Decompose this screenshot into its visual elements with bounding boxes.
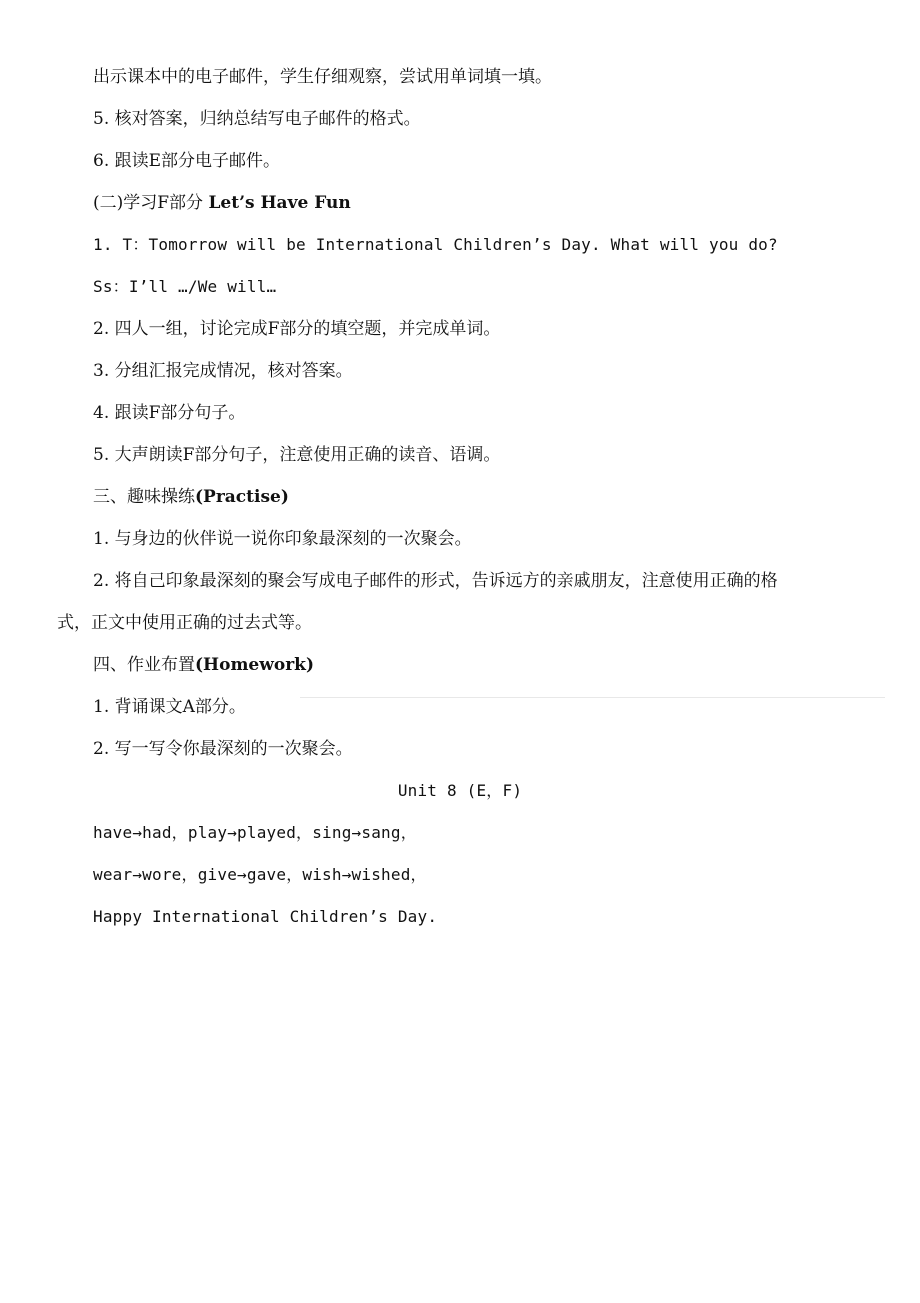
step-4-read-after: 4. 跟读F部分句子。 — [93, 403, 246, 423]
section-3-heading-en: (Practise) — [195, 487, 289, 507]
section-2-heading — [93, 188, 351, 218]
step-6-read-email: 6. 跟读E部分电子邮件。 — [93, 151, 281, 171]
section-2-heading-title: Let’s Have Fun — [208, 193, 351, 213]
dialogue-students: Ss：I’ll …/We will… — [93, 277, 277, 296]
step-3-report: 3. 分组汇报完成情况，核对答案。 — [93, 361, 353, 381]
section-4-heading — [93, 650, 314, 680]
practise-item-2-line-2: 式，正文中使用正确的过去式等。 — [57, 613, 312, 633]
section-4-heading-en: (Homework) — [195, 655, 314, 675]
homework-item-1: 1. 背诵课文A部分。 — [93, 697, 246, 717]
step-5-check-answers: 5. 核对答案，归纳总结写电子邮件的格式。 — [93, 109, 421, 129]
practise-item-2-line-1: 2. 将自己印象最深刻的聚会写成电子邮件的形式，告诉远方的亲戚朋友，注意使用正确的格 — [93, 571, 778, 591]
board-row-2: wear→wore，give→gave，wish→wished， — [93, 865, 427, 884]
board-title: Unit 8 (E，F) — [397, 781, 523, 800]
section-3-heading — [93, 482, 289, 512]
section-2-heading-prefix: (二)学习F部分 — [93, 193, 209, 213]
divider — [300, 697, 885, 698]
board-row-1: have→had，play→played，sing→sang， — [93, 823, 417, 842]
practise-item-1: 1. 与身边的伙伴说一说你印象最深刻的一次聚会。 — [93, 529, 472, 549]
intro-paragraph: 出示课本中的电子邮件，学生仔细观察，尝试用单词填一填。 — [93, 67, 552, 87]
step-5-read-aloud: 5. 大声朗读F部分句子，注意使用正确的读音、语调。 — [93, 445, 501, 465]
section-4-heading-prefix: 四、作业布置 — [93, 655, 195, 675]
board-row-3: Happy International Children’s Day. — [93, 907, 438, 926]
section-3-heading-prefix: 三、趣味操练 — [93, 487, 195, 507]
homework-item-2: 2. 写一写令你最深刻的一次聚会。 — [93, 739, 353, 759]
step-2-group-work: 2. 四人一组，讨论完成F部分的填空题，并完成单词。 — [93, 319, 501, 339]
dialogue-teacher: 1. T：Tomorrow will be International Children’s Day. What will you do? — [93, 235, 778, 254]
